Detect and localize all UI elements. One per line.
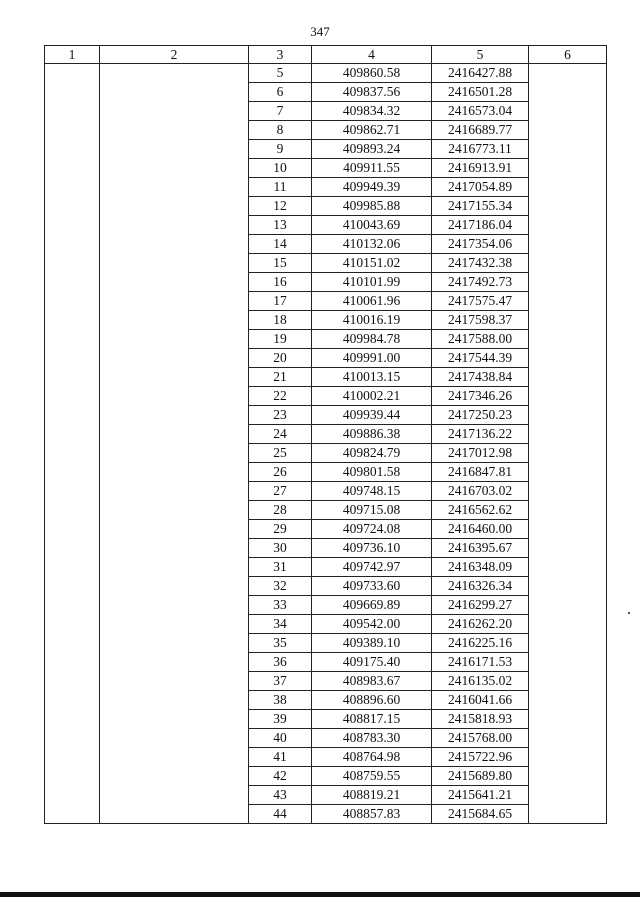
point-number-cell: 36 [249, 653, 312, 672]
table-row [45, 64, 607, 83]
x-coordinate-cell: 409939.44 [312, 406, 432, 425]
y-coordinate-cell: 2417250.23 [432, 406, 529, 425]
y-coordinate-cell: 2416171.53 [432, 653, 529, 672]
point-number-cell: 42 [249, 767, 312, 786]
x-coordinate-cell: 409837.56 [312, 83, 432, 102]
x-coordinate-cell: 409715.08 [312, 501, 432, 520]
column-header-5: 5 [432, 46, 529, 64]
x-coordinate-cell: 410043.69 [312, 216, 432, 235]
point-number-cell: 38 [249, 691, 312, 710]
point-number-cell: 9 [249, 140, 312, 159]
point-number-cell: 37 [249, 672, 312, 691]
point-number-cell: 18 [249, 311, 312, 330]
point-number-cell: 13 [249, 216, 312, 235]
merged-cell-col-6 [529, 64, 607, 824]
point-number-cell: 20 [249, 349, 312, 368]
coordinates-table [44, 45, 607, 824]
y-coordinate-cell: 2416225.16 [432, 634, 529, 653]
y-coordinate-cell: 2416573.04 [432, 102, 529, 121]
x-coordinate-cell: 408857.83 [312, 805, 432, 824]
point-number-cell: 23 [249, 406, 312, 425]
x-coordinate-cell: 409911.55 [312, 159, 432, 178]
point-number-cell: 29 [249, 520, 312, 539]
x-coordinate-cell: 408983.67 [312, 672, 432, 691]
y-coordinate-cell: 2417155.34 [432, 197, 529, 216]
point-number-cell: 7 [249, 102, 312, 121]
point-number-cell: 6 [249, 83, 312, 102]
x-coordinate-cell: 409886.38 [312, 425, 432, 444]
x-coordinate-cell: 410061.96 [312, 292, 432, 311]
y-coordinate-cell: 2416562.62 [432, 501, 529, 520]
y-coordinate-cell: 2416135.02 [432, 672, 529, 691]
point-number-cell: 16 [249, 273, 312, 292]
x-coordinate-cell: 409862.71 [312, 121, 432, 140]
point-number-cell: 32 [249, 577, 312, 596]
point-number-cell: 24 [249, 425, 312, 444]
x-coordinate-cell: 409742.97 [312, 558, 432, 577]
column-header-4: 4 [312, 46, 432, 64]
x-coordinate-cell: 409175.40 [312, 653, 432, 672]
point-number-cell: 15 [249, 254, 312, 273]
x-coordinate-cell: 409733.60 [312, 577, 432, 596]
x-coordinate-cell: 408817.15 [312, 710, 432, 729]
x-coordinate-cell: 409669.89 [312, 596, 432, 615]
y-coordinate-cell: 2416501.28 [432, 83, 529, 102]
scan-speck [628, 612, 630, 614]
point-number-cell: 44 [249, 805, 312, 824]
point-number-cell: 14 [249, 235, 312, 254]
y-coordinate-cell: 2417354.06 [432, 235, 529, 254]
y-coordinate-cell: 2417575.47 [432, 292, 529, 311]
y-coordinate-cell: 2416326.34 [432, 577, 529, 596]
column-header-1: 1 [45, 46, 100, 64]
y-coordinate-cell: 2416773.11 [432, 140, 529, 159]
page-number: 347 [310, 24, 330, 39]
column-header-6: 6 [529, 46, 607, 64]
point-number-cell: 43 [249, 786, 312, 805]
y-coordinate-cell: 2417346.26 [432, 387, 529, 406]
y-coordinate-cell: 2415722.96 [432, 748, 529, 767]
x-coordinate-cell: 409389.10 [312, 634, 432, 653]
merged-cell-col-1 [45, 64, 100, 824]
point-number-cell: 5 [249, 64, 312, 83]
y-coordinate-cell: 2415689.80 [432, 767, 529, 786]
y-coordinate-cell: 2416703.02 [432, 482, 529, 501]
x-coordinate-cell: 409949.39 [312, 178, 432, 197]
x-coordinate-cell: 409985.88 [312, 197, 432, 216]
x-coordinate-cell: 410016.19 [312, 311, 432, 330]
x-coordinate-cell: 410002.21 [312, 387, 432, 406]
x-coordinate-cell: 408819.21 [312, 786, 432, 805]
point-number-cell: 28 [249, 501, 312, 520]
x-coordinate-cell: 410101.99 [312, 273, 432, 292]
x-coordinate-cell: 410013.15 [312, 368, 432, 387]
y-coordinate-cell: 2417588.00 [432, 330, 529, 349]
point-number-cell: 11 [249, 178, 312, 197]
y-coordinate-cell: 2417054.89 [432, 178, 529, 197]
point-number-cell: 27 [249, 482, 312, 501]
table-header-row [45, 46, 607, 64]
table-body [45, 64, 607, 824]
y-coordinate-cell: 2417598.37 [432, 311, 529, 330]
bottom-rule [0, 892, 640, 897]
y-coordinate-cell: 2415818.93 [432, 710, 529, 729]
y-coordinate-cell: 2416299.27 [432, 596, 529, 615]
point-number-cell: 30 [249, 539, 312, 558]
y-coordinate-cell: 2416847.81 [432, 463, 529, 482]
x-coordinate-cell: 410132.06 [312, 235, 432, 254]
point-number-cell: 22 [249, 387, 312, 406]
point-number-cell: 41 [249, 748, 312, 767]
x-coordinate-cell: 410151.02 [312, 254, 432, 273]
y-coordinate-cell: 2416262.20 [432, 615, 529, 634]
point-number-cell: 39 [249, 710, 312, 729]
y-coordinate-cell: 2417438.84 [432, 368, 529, 387]
y-coordinate-cell: 2416395.67 [432, 539, 529, 558]
column-header-3: 3 [249, 46, 312, 64]
point-number-cell: 17 [249, 292, 312, 311]
x-coordinate-cell: 409984.78 [312, 330, 432, 349]
y-coordinate-cell: 2415684.65 [432, 805, 529, 824]
point-number-cell: 33 [249, 596, 312, 615]
point-number-cell: 25 [249, 444, 312, 463]
x-coordinate-cell: 409801.58 [312, 463, 432, 482]
y-coordinate-cell: 2417186.04 [432, 216, 529, 235]
point-number-cell: 34 [249, 615, 312, 634]
point-number-cell: 35 [249, 634, 312, 653]
x-coordinate-cell: 408764.98 [312, 748, 432, 767]
point-number-cell: 19 [249, 330, 312, 349]
x-coordinate-cell: 409748.15 [312, 482, 432, 501]
y-coordinate-cell: 2415768.00 [432, 729, 529, 748]
point-number-cell: 21 [249, 368, 312, 387]
y-coordinate-cell: 2417432.38 [432, 254, 529, 273]
y-coordinate-cell: 2417012.98 [432, 444, 529, 463]
x-coordinate-cell: 408783.30 [312, 729, 432, 748]
x-coordinate-cell: 409991.00 [312, 349, 432, 368]
y-coordinate-cell: 2417136.22 [432, 425, 529, 444]
point-number-cell: 26 [249, 463, 312, 482]
x-coordinate-cell: 408896.60 [312, 691, 432, 710]
x-coordinate-cell: 408759.55 [312, 767, 432, 786]
y-coordinate-cell: 2416348.09 [432, 558, 529, 577]
y-coordinate-cell: 2417492.73 [432, 273, 529, 292]
y-coordinate-cell: 2416913.91 [432, 159, 529, 178]
point-number-cell: 8 [249, 121, 312, 140]
x-coordinate-cell: 409736.10 [312, 539, 432, 558]
y-coordinate-cell: 2417544.39 [432, 349, 529, 368]
y-coordinate-cell: 2416427.88 [432, 64, 529, 83]
y-coordinate-cell: 2416460.00 [432, 520, 529, 539]
point-number-cell: 10 [249, 159, 312, 178]
x-coordinate-cell: 409824.79 [312, 444, 432, 463]
x-coordinate-cell: 409893.24 [312, 140, 432, 159]
point-number-cell: 40 [249, 729, 312, 748]
column-header-2: 2 [100, 46, 249, 64]
y-coordinate-cell: 2415641.21 [432, 786, 529, 805]
point-number-cell: 12 [249, 197, 312, 216]
x-coordinate-cell: 409542.00 [312, 615, 432, 634]
x-coordinate-cell: 409860.58 [312, 64, 432, 83]
x-coordinate-cell: 409834.32 [312, 102, 432, 121]
y-coordinate-cell: 2416041.66 [432, 691, 529, 710]
merged-cell-col-2 [100, 64, 249, 824]
y-coordinate-cell: 2416689.77 [432, 121, 529, 140]
x-coordinate-cell: 409724.08 [312, 520, 432, 539]
point-number-cell: 31 [249, 558, 312, 577]
